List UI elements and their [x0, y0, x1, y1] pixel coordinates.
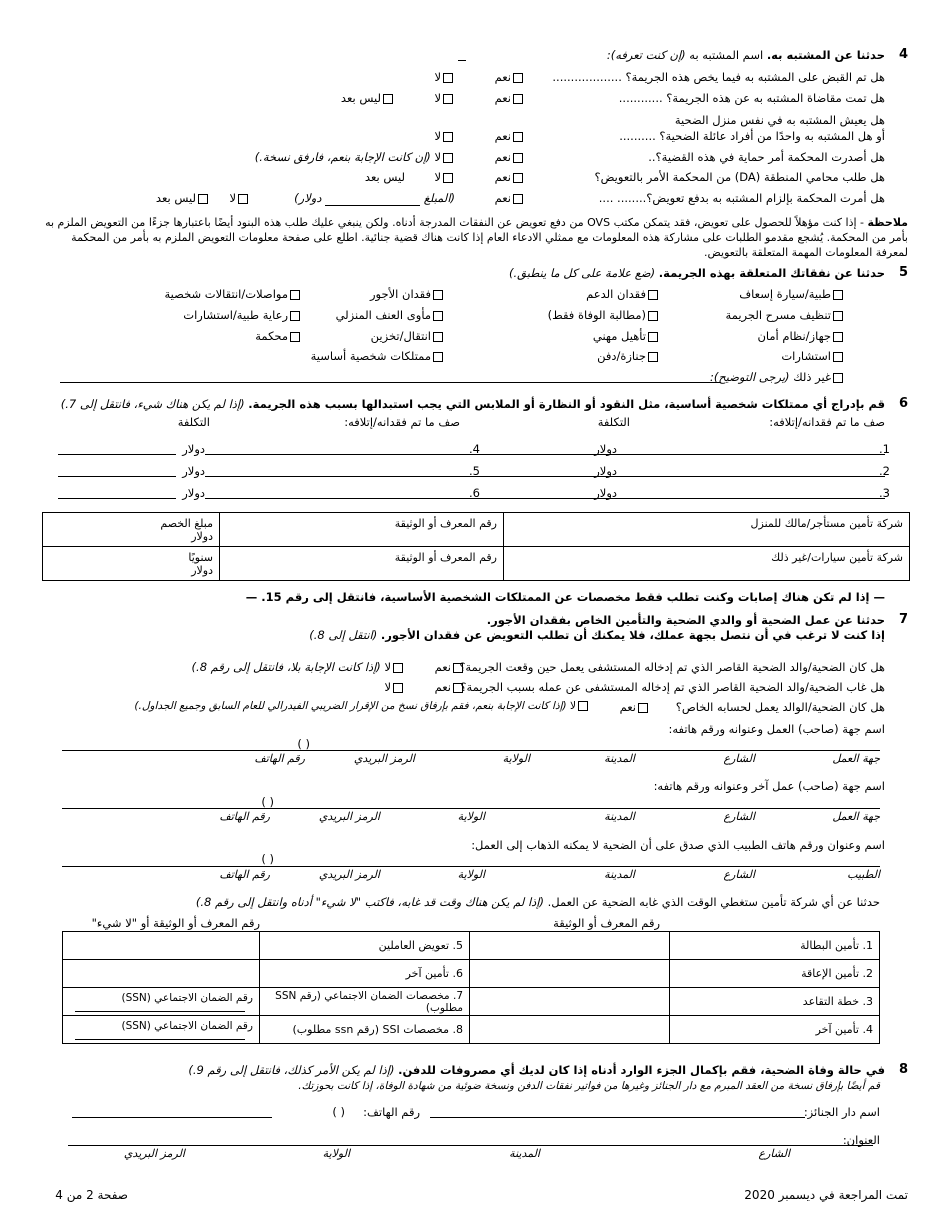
city-sub: المدينة: [604, 810, 635, 823]
expense-rehab[interactable]: تأهيل مهني: [593, 329, 660, 343]
s7-q1: هل كان الضحية/والد الضحية القاصر الذي تم إدخاله المستشفى يعمل حين وقعت الجريمة؟: [459, 660, 885, 674]
section-8-title-row: في حالة وفاة الضحية، فقم بإكمال الجزء الوارد أدناه إذا كان لديك أي مصروفات للدفن. (إذا لم يكن الأمر كذلك، فانتقل إلى رقم 9.): [188, 1063, 885, 1077]
state-sub: الولاية: [322, 1147, 350, 1160]
funeral-phone-field[interactable]: [72, 1117, 272, 1118]
ins-renter-id-cell[interactable]: رقم المعرف أو الوثيقة: [220, 513, 504, 547]
ins-auto-id-cell[interactable]: رقم المعرف أو الوثيقة: [220, 547, 504, 581]
employer2-label: اسم جهة (صاحب) عمل آخر وعنوانه ورقم هاتفه:: [653, 779, 885, 793]
section-6-title-row: [61, 397, 885, 411]
item-desc-field[interactable]: [205, 498, 470, 499]
zip-sub: الرمز البريدي: [123, 1147, 185, 1160]
restitution-note: ملاحظة - إذا كنت مؤهلاً للحصول على تعويض، فقد يتمكن مكتب OVS من دفع تعويض عن النفقات المدرجة أدناه. ولكن ينبغي عليك طلب هذه البنود أيضًا باعتبارها جزءًا من التعويض الملزم به بأمر من المحكمة. يُشجع مقدمو الطلبات على مشاركة هذه المعلومات مع ممثلي الادعاء العام إذا كانت هناك قضية جنائية. اطلع على صفحة معلومات التعويض الملزم به بأمر من المحكمة لمعرفة المعلومات المهمة المتعلقة بالتعويض.: [45, 216, 908, 259]
section-4-title: حدثنا عن المشتبه به.: [766, 48, 885, 62]
employer-sub: جهة العمل: [832, 752, 880, 765]
checkbox[interactable]: [443, 132, 453, 142]
funeral-home-label: اسم دار الجنائز:: [803, 1105, 880, 1119]
doctor-sub: الطبيب: [847, 868, 880, 881]
item-row: 5.: [469, 464, 480, 478]
checkbox[interactable]: [513, 94, 523, 104]
item-cost-field[interactable]: [58, 454, 176, 455]
s7-q2: هل غاب الضحية/والد الضحية القاصر الذي تم إدخاله المستشفى عن عمله بسبب الجريمة؟: [460, 680, 885, 694]
ins-cell[interactable]: 3. خطة التقاعد: [670, 988, 880, 1016]
ins-deductible-cell[interactable]: مبلغ الخصم دولار: [43, 513, 220, 547]
section-8-sub: قم أيضًا بإرفاق نسخة من العقد المبرم مع دار الجنائز وغيرها من فواتير نفقات الدفن ونسخة ضوئية من شهادة الوفاة، إذا كانت بحوزتك.: [298, 1080, 880, 1092]
checkbox[interactable]: [238, 194, 248, 204]
checkbox[interactable]: [513, 173, 523, 183]
section-6-number: 6: [898, 396, 908, 411]
expense-medical[interactable]: طبية/سيارة إسعاف: [739, 287, 845, 301]
section-7-sub: إذا كنت لا ترغب في أن نتصل بجهة عملك، فلا يمكنك أن تطلب التعويض عن فقدان الأجور. (انتقل إلى 8.): [309, 628, 885, 642]
section-6-title: قم بإدراج أي ممتلكات شخصية أساسية، مثل النقود أو النظارة أو الملابس التي يجب استبدالها بسبب هذه الجريمة.: [248, 397, 885, 411]
s4-q2-notyet[interactable]: ليس بعد: [341, 91, 395, 105]
ins-id-cell[interactable]: [470, 988, 670, 1016]
s4-q1-no[interactable]: لا: [434, 70, 455, 84]
ins-cell[interactable]: 6. تأمين آخر: [260, 960, 470, 988]
phone-parens[interactable]: ( ): [261, 795, 274, 809]
s4-q5: هل طلب محامي المنطقة (DA) من المحكمة الأمر بالتعويض؟: [594, 170, 885, 184]
state-sub: الولاية: [502, 752, 530, 765]
ins-id-cell[interactable]: [470, 1016, 670, 1044]
s4-q4-no[interactable]: لا (إن كانت الإجابة بنعم، فارفق نسخة.): [255, 150, 455, 164]
expense-essential-property[interactable]: ممتلكات شخصية أساسية: [311, 349, 445, 363]
s4-q5-notyet: ليس بعد: [364, 170, 405, 184]
item-desc-field[interactable]: [205, 476, 470, 477]
s4-q6-yes[interactable]: نعم: [495, 191, 525, 205]
address-label: العنوان:: [842, 1133, 880, 1147]
expense-dv-shelter[interactable]: مأوى العنف المنزلي: [336, 308, 445, 322]
city-sub: المدينة: [509, 1147, 540, 1160]
expense-funeral[interactable]: جنازة/دفن: [597, 349, 660, 363]
street-sub: الشارع: [758, 1147, 790, 1160]
street-sub: الشارع: [723, 752, 755, 765]
s4-q6-no[interactable]: لا: [229, 191, 250, 205]
s4-q1: هل تم القبض على المشتبه به فيما يخص هذه الجريمة؟ ...................: [552, 70, 885, 84]
item-cost-field[interactable]: [470, 454, 590, 455]
item-row: 3.: [879, 486, 890, 500]
checkbox[interactable]: [513, 73, 523, 83]
dollar-label: دولار: [594, 464, 617, 478]
s4-q1-yes[interactable]: نعم: [495, 70, 525, 84]
checkbox[interactable]: [198, 194, 208, 204]
ssn-cell[interactable]: رقم الضمان الاجتماعي (SSN): [63, 988, 260, 1016]
item-cost-field[interactable]: [470, 498, 590, 499]
revised-date: تمت المراجعة في ديسمبر 2020: [744, 1188, 908, 1202]
s7-q3: هل كان الضحية/الوالد يعمل لحسابه الخاص؟: [675, 700, 885, 714]
checkbox[interactable]: [443, 153, 453, 163]
checkbox[interactable]: [513, 153, 523, 163]
s4-q3a: هل يعيش المشتبه به في نفس منزل الضحية: [674, 113, 885, 127]
ssn-cell[interactable]: رقم الضمان الاجتماعي (SSN): [63, 1016, 260, 1044]
item-cost-field[interactable]: [58, 498, 176, 499]
checkbox[interactable]: [513, 194, 523, 204]
city-sub: المدينة: [604, 868, 635, 881]
s4-q2-yes[interactable]: نعم: [495, 91, 525, 105]
employer2-field[interactable]: [62, 808, 880, 809]
city-sub: المدينة: [604, 752, 635, 765]
item-cost-field[interactable]: [470, 476, 590, 477]
id-label-2: رقم المعرف أو الوثيقة أو "لا شيء": [91, 916, 260, 930]
cost-header-1: التكلفة: [597, 415, 630, 429]
section-8-number: 8: [898, 1062, 908, 1077]
section-7-number: 7: [898, 612, 908, 627]
expense-loss-support[interactable]: فقدان الدعم: [586, 287, 660, 301]
street-sub: الشارع: [723, 868, 755, 881]
ins-cell[interactable]: 5. تعويض العاملين: [260, 932, 470, 960]
item-row: 1.: [879, 442, 890, 456]
expense-transportation[interactable]: مواصلات/انتقالات شخصية: [164, 287, 302, 301]
street-sub: الشارع: [723, 810, 755, 823]
s4-q6-notyet[interactable]: ليس بعد: [156, 191, 210, 205]
dollar-label: دولار: [182, 486, 205, 500]
suspect-name-hint: (إن كنت تعرفه):: [606, 48, 686, 62]
wage-insurance-table: [62, 931, 880, 1044]
desc-header-1: صف ما تم فقدانه/إتلافه:: [769, 415, 885, 429]
checkbox[interactable]: [443, 73, 453, 83]
expense-other[interactable]: غير ذلك (يرجى التوضيح):: [710, 370, 845, 384]
section-4-number: 4: [898, 47, 908, 62]
ins-annual-cell[interactable]: سنويًا دولار: [43, 547, 220, 581]
suspect-name-label: اسم المشتبه به: [689, 48, 764, 62]
section-5-number: 5: [898, 265, 908, 280]
cost-header-2: التكلفة: [177, 415, 210, 429]
item-cost-field[interactable]: [58, 476, 176, 477]
ins-id-cell[interactable]: [470, 932, 670, 960]
zip-sub: الرمز البريدي: [353, 752, 415, 765]
page-number: صفحة 2 من 4: [55, 1188, 128, 1202]
expense-relocation[interactable]: انتقال/تخزين: [371, 329, 445, 343]
section-5-title-row: [509, 266, 885, 280]
employer1-field[interactable]: [62, 750, 880, 751]
section-5-hint: (ضع علامة على كل ما ينطبق.): [509, 266, 656, 280]
ins-cell[interactable]: 2. تأمين الإعاقة: [670, 960, 880, 988]
s4-q5-no[interactable]: لا: [434, 170, 455, 184]
expense-other-field[interactable]: [60, 382, 720, 383]
phone-sub: رقم الهاتف: [219, 810, 270, 823]
state-sub: الولاية: [457, 868, 485, 881]
expense-death-claim[interactable]: (مطالبة الوفاة فقط): [548, 308, 660, 322]
phone-parens[interactable]: ( ): [261, 852, 274, 866]
s4-q3-no[interactable]: لا: [434, 129, 455, 143]
doctor-field[interactable]: [62, 866, 880, 867]
ins-id-cell[interactable]: [470, 960, 670, 988]
s4-q6: هل أمرت المحكمة بإلزام المشتبه به بدفع تعويض؟........ ....: [598, 191, 885, 205]
section-4-title-row: [607, 48, 885, 62]
dollar-label: دولار: [594, 486, 617, 500]
suspect-name-field[interactable]: [458, 60, 466, 61]
employer1-label: اسم جهة (صاحب) العمل وعنوانه ورقم هاتفه:: [668, 722, 885, 736]
s7-q2-no[interactable]: لا: [384, 680, 405, 694]
state-sub: الولاية: [457, 810, 485, 823]
skip-to-15-note: — إذا لم تكن هناك إصابات وكنت تطلب فقط مخصصات عن الممتلكات الشخصية الأساسية، فانتقل إلى رقم 15. —: [245, 590, 885, 604]
expense-security[interactable]: جهاز/نظام أمان: [757, 329, 845, 343]
s7-q1-no[interactable]: لا (إذا كانت الإجابة بلا، فانتقل إلى رقم 8.): [192, 660, 405, 674]
doctor-label: اسم وعنوان ورقم هاتف الطبيب الذي صدق على أن الضحية لا يمكنه الذهاب إلى العمل:: [471, 838, 885, 852]
s7-q1-yes[interactable]: نعم: [435, 660, 465, 674]
address-field[interactable]: [68, 1145, 873, 1146]
zip-sub: الرمز البريدي: [318, 810, 380, 823]
section-7-title: حدثنا عن عمل الضحية أو والدي الضحية والتأمين الخاص بفقدان الأجور.: [486, 613, 885, 627]
expense-counseling[interactable]: استشارات: [781, 349, 845, 363]
ins-id-cell[interactable]: [63, 932, 260, 960]
s4-q2-no[interactable]: لا: [434, 91, 455, 105]
section-5-title: حدثنا عن نفقاتك المتعلقة بهذه الجريمة.: [658, 266, 885, 280]
zip-sub: الرمز البريدي: [318, 868, 380, 881]
item-desc-field[interactable]: [205, 454, 470, 455]
desc-header-2: صف ما تم فقدانه/إتلافه:: [344, 415, 460, 429]
item-row: 6.: [469, 486, 480, 500]
dollar-label: دولار: [182, 442, 205, 456]
checkbox[interactable]: [443, 94, 453, 104]
funeral-phone-parens[interactable]: ( ): [332, 1105, 345, 1119]
ins-renter-cell[interactable]: شركة تأمين مستأجر/مالك للمنزل: [504, 513, 910, 547]
id-label-1: رقم المعرف أو الوثيقة: [553, 916, 660, 930]
ins-cell[interactable]: 4. تأمين آخر: [670, 1016, 880, 1044]
expense-lost-wages[interactable]: فقدان الأجور: [370, 287, 445, 301]
employer-sub: جهة العمل: [832, 810, 880, 823]
checkbox[interactable]: [443, 173, 453, 183]
s7-q2-yes[interactable]: نعم: [435, 680, 465, 694]
ins-cell[interactable]: 1. تأمين البطالة: [670, 932, 880, 960]
item-row: 4.: [469, 442, 480, 456]
checkbox[interactable]: [383, 94, 393, 104]
dollar-label: دولار: [182, 464, 205, 478]
expense-court[interactable]: محكمة: [255, 329, 302, 343]
s4-q6-amount[interactable]: (المبلغ دولار): [294, 191, 455, 205]
phone-sub: رقم الهاتف: [254, 752, 305, 765]
ins-auto-cell[interactable]: شركة تأمين سيارات/غير ذلك: [504, 547, 910, 581]
expense-cleanup[interactable]: تنظيف مسرح الجريمة: [726, 308, 845, 322]
s4-q3b: أو هل المشتبه به واحدًا من أفراد عائلة الضحية؟ ..........: [619, 129, 885, 143]
s4-q4: هل أصدرت المحكمة أمر حماية في هذه القضية؟..: [648, 150, 885, 164]
phone-sub: رقم الهاتف: [219, 868, 270, 881]
dollar-label: دولار: [594, 442, 617, 456]
section-6-hint: (إذا لم يكن هناك شيء، فانتقل إلى 7.): [60, 397, 245, 411]
s7-q3-yes[interactable]: نعم: [620, 700, 650, 714]
ins-id-cell[interactable]: [63, 960, 260, 988]
ins-cell[interactable]: 8. مخصصات SSI (رقم ssn مطلوب): [260, 1016, 470, 1044]
s4-q2: هل تمت مقاضاة المشتبه به عن هذه الجريمة؟ ............: [618, 91, 885, 105]
s4-q3-yes[interactable]: نعم: [495, 129, 525, 143]
s7-q3-no[interactable]: لا (إذا كانت الإجابة بنعم، فقم بإرفاق نسخ من الإقرار الضريبي الفيدرالي للعام السابق وجميع الجداول.): [134, 700, 590, 712]
expense-medical-care[interactable]: رعاية طبية/استشارات: [183, 308, 302, 322]
wage-insurance-question: حدثنا عن أي شركة تأمين ستغطي الوقت الذي غابه الضحية عن العمل. (إذا لم يكن هناك وقت قد غابه، فاكتب "لا شيء" أدناه وانتقل إلى رقم 8.): [195, 895, 880, 909]
amount-field[interactable]: [325, 191, 420, 206]
ins-cell[interactable]: 7. مخصصات الضمان الاجتماعي (رقم SSN مطلوب): [260, 988, 470, 1016]
checkbox[interactable]: [513, 132, 523, 142]
funeral-home-field[interactable]: [430, 1117, 805, 1118]
s4-q5-yes[interactable]: نعم: [495, 170, 525, 184]
property-insurance-table: [42, 512, 910, 581]
s4-q4-yes[interactable]: نعم: [495, 150, 525, 164]
phone-parens[interactable]: ( ): [297, 737, 310, 751]
item-row: 2.: [879, 464, 890, 478]
funeral-phone-label: رقم الهاتف:: [363, 1105, 420, 1119]
